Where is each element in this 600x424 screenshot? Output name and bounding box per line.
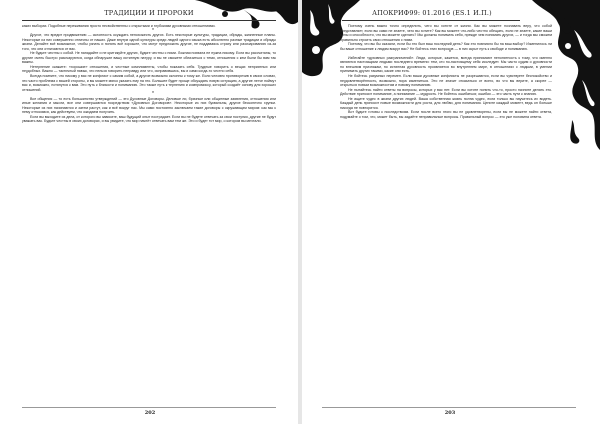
paragraph: Не бойтесь разумных перемен. Если ваши духовные конфликты не разрешаются, если вы чувствуете беспокойство и неудовлетворённость, возможно, пора измениться. Это не значит отказаться от всего, во что вы верите, а скорее — открыться новым возможностям и новому пониманию. (340, 74, 552, 88)
footer-rule (322, 407, 576, 408)
running-head: АПОКРИФ99: 01.2016 (ES.1 И.П.) (372, 9, 492, 17)
header-rule (22, 20, 276, 21)
body-text (22, 24, 276, 124)
paragraph: Вот будьте готовы к последствиям. Если после всего этого вы не удовлетворены, если вы не можете найти ответа, подумайте о том, что, может быть, вы задаёте неправильные вопросы. Правильный вопрос — это уже половина ответа. (340, 110, 552, 119)
paragraph: Все общения — то есть большинство утверждений — это Духовные Договоры. Деловые ли, брачные или общинные заявления, отношения или иные желания и мысли, все они совершаются посредством «Духовных Договоров». Некоторые из них буквальны, другие бесконечно хрупки. Некоторые из них начинаются и затем растут, как и всё вокруг нас. Мы сами постоянно заключаем такие договоры с окружающим миром: как мы к нему относимся, как действуем, что ожидаем получить. (22, 96, 276, 115)
section-divider: * (152, 91, 154, 98)
section-divider: * (449, 50, 451, 57)
section-divider: * (152, 27, 154, 34)
header-rule (342, 20, 520, 21)
paragraph: Другое, что вредит продвижению — склонность осуждать непохожесть других. Есть некоторые культуры, традиции, обряды, жизненные планы. Некоторые из них совершенно отличны от наших. Даже внутри одной культуры среди людей одного языка есть абсолютно разные традиции и обряды жизни. Делайте всё возможное, чтобы узнать и понять всё хорошее, что могут предложить другие, не поддаваясь страху или разочарованию из-за того, что они отличаются от вас. (22, 33, 276, 51)
paragraph: Поэтому очень важно точно определить, чего вы хотите от жизни. Как вы можете познавать веру, что собой представляет, если вы сами не знаете, чего вы хотите? Как вы можете что-либо честно обещать, если не знаете, какие ваши силы и способности, что вы можете сделать? Мы должны понимать себя, прежде чем понимать других, — и тогда мы сможем правильно строить свои отношения с ними. (340, 24, 552, 42)
page-number: 202 (144, 410, 156, 416)
paragraph: Избегайте «духовных разграничений». Люди, которые, кажется, всегда принимают непонятность к тому, что именно являются настоящими людьми последнего времени: тем, кто по-настоящему себя исследует. Мы часто судим о духовности по внешним признакам, но истинная духовность проявляется во внутреннем мире, в отношениях с людьми, в умении принимать других такими, какие они есть. (340, 55, 552, 74)
body-text (340, 24, 552, 119)
paragraph: Не пытайтесь найти ответы на вопросы, которых у вас нет. Если вы хотите понять что-то, просто начните делать это. Действие приносит понимание, а понимание — мудрость. Не бойтесь ошибаться; ошибки — это часть пути к знанию. (340, 87, 552, 97)
paragraph: Если вы выходите из дела, от которого вы зависите, ваш будущий опыт пострадает. Если вы не будете отвечать за свои поступки, другие не будут уважать вас. Будьте честны в своих договорах, и вы увидите, что мир начнёт отвечать вам тем же. Это и будет тот мир, о котором вы мечтали. (22, 114, 276, 124)
right-page (302, 0, 600, 424)
paragraph: Не ищите чудес в жизни других людей. Ваша собственная жизнь полна чудес, если только вы научитесь их видеть. Каждый день приносит новые возможности для роста, для любви, для понимания. Цените каждый момент, ведь он больше никогда не повторится. (340, 96, 552, 110)
page-number: 203 (444, 410, 456, 416)
paragraph: Не будьте честны с собой. Не нападайте и не критикуйте других, будьте честны с ними. Ложная похвала не нужна никому. Если вы рассчитаны, то другие очень быстро разочаруются, когда обнаружат вашу истинную натуру, и вы не сможете сблизиться с теми, отношения с кем были бы вам так важны. (22, 51, 276, 65)
paragraph: Нетерпение скажите: «хорошие» отношения, и честные комплименты, чтобы показать себя. Трудные говорить о вещах неприятных или неудобных. Важно — тактичный навык, что нельзя говорить неправду или что, исправившись, вы и сами когда-то честно себя. (22, 64, 276, 74)
paragraph: каких выборах. Подобные переживания просто несвойственны с открытыми и глубокими духовными отношениями. (22, 24, 216, 28)
paragraph: Всегда помните, что никому у вас не конфликт с самим собой, а другие возможно склонны к тому же. Если человек противоречив в своих словах, это часто проблема с вашей стороны, и вы можете мягко указать ему на это. Большее будет проще обсуждать новую ситуацию, а другие легче поймут вас и, возможно, потянутся к вам. Это путь к близости и пониманию. Это также путь к терпению и компромиссу, который создаёт основу для хороших отношений. (22, 74, 276, 92)
paragraph: Поэтому, что вы бы сказали, если бы это был ваш последний день? Как это повлияло бы на ваш выбор? Изменилось ли бы ваше отношение к людям вокруг вас? Не бойтесь этих вопросов — в них скрыт путь к свободе и пониманию. (340, 42, 552, 51)
running-head: ТРАДИЦИИ И ПРОРОКИ (104, 9, 194, 17)
footer-rule (22, 407, 276, 408)
left-page (0, 0, 298, 424)
